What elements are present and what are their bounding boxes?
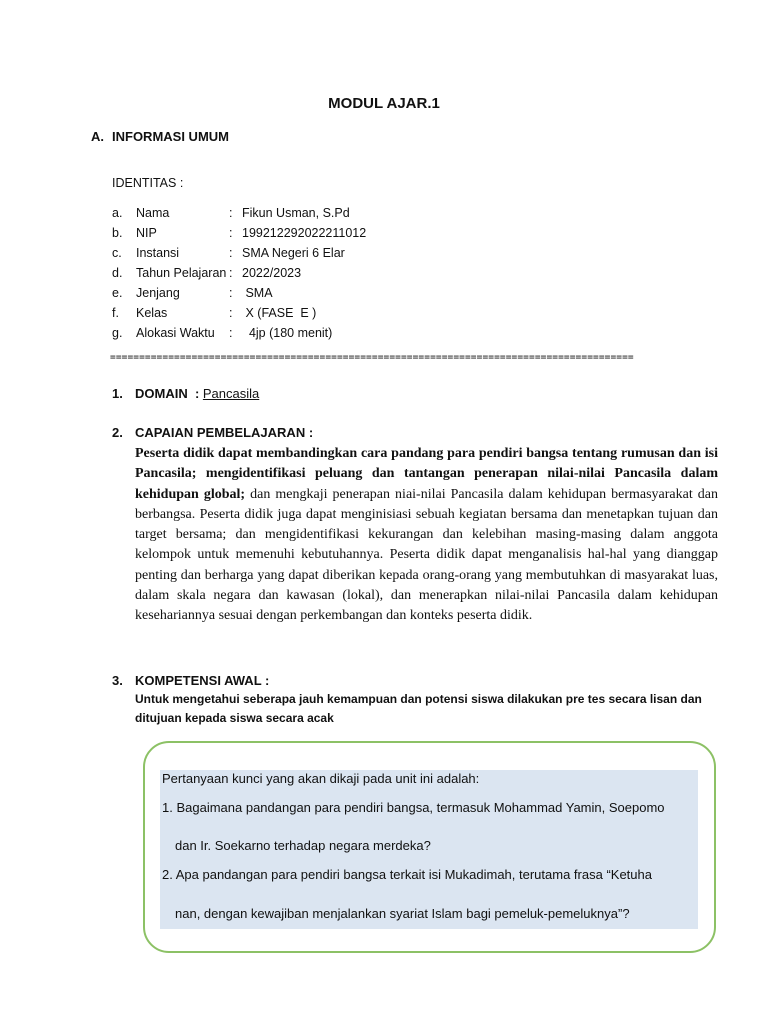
row-key: Instansi xyxy=(136,246,180,260)
domain-heading xyxy=(135,386,259,401)
row-value: 4jp (180 menit) xyxy=(242,326,333,340)
row-colon: : xyxy=(229,266,233,280)
question-1-line-1: 1. Bagaimana pandangan para pendiri bangsa, termasuk Mohammad Yamin, Soepomo xyxy=(162,800,665,815)
row-value: SMA Negeri 6 Elar xyxy=(242,246,345,260)
capaian-heading: CAPAIAN PEMBELAJARAN : xyxy=(135,425,314,440)
kompetensi-text: Untuk mengetahui seberapa jauh kemampuan dan potensi siswa dilakukan pre tes secara lisan dan ditujuan kepada siswa secara acak xyxy=(135,692,702,725)
identitas-heading: IDENTITAS : xyxy=(112,176,184,190)
capaian-paragraph xyxy=(135,444,718,627)
row-letter: f. xyxy=(112,306,119,320)
row-value: 199212292022211012 xyxy=(242,226,367,240)
row-key: Nama xyxy=(136,206,170,220)
row-colon: : xyxy=(229,226,233,240)
section-a-title: INFORMASI UMUM xyxy=(112,129,229,144)
row-letter: e. xyxy=(112,286,123,300)
kompetensi-number: 3. xyxy=(112,673,123,688)
row-value: SMA xyxy=(242,286,273,300)
row-value: Fikun Usman, S.Pd xyxy=(242,206,350,220)
question-2-line-1: 2. Apa pandangan para pendiri bangsa terkait isi Mukadimah, terutama frasa “Ketuha xyxy=(162,867,652,882)
row-colon: : xyxy=(229,306,233,320)
separator-line: ========================================================================================== xyxy=(110,352,634,363)
question-1-line-2: dan Ir. Soekarno terhadap negara merdeka? xyxy=(175,838,431,853)
row-key: Alokasi Waktu xyxy=(136,326,215,340)
capaian-number: 2. xyxy=(112,425,123,440)
question-2-line-2: nan, dengan kewajiban menjalankan syariat Islam bagi pemeluk-pemeluknya”? xyxy=(175,906,630,921)
row-colon: : xyxy=(229,246,233,260)
row-colon: : xyxy=(229,326,233,340)
row-colon: : xyxy=(229,206,233,220)
row-value: X (FASE E ) xyxy=(242,306,317,320)
row-letter: a. xyxy=(112,206,123,220)
row-letter: d. xyxy=(112,266,123,280)
page-title: MODUL AJAR.1 xyxy=(328,95,440,112)
row-key: Jenjang xyxy=(136,286,180,300)
row-letter: b. xyxy=(112,226,123,240)
capaian-bold-text: Peserta didik dapat membandingkan cara pandang para pendiri bangsa tentang rumusan dan isi Pancasila; mengidentifikasi peluang dan tantangan penerapan nilai-nilai Pancasila dalam kehidupan global; xyxy=(135,446,718,502)
row-key: Tahun Pelajaran xyxy=(136,266,227,280)
row-value: 2022/2023 xyxy=(242,266,302,280)
row-letter: g. xyxy=(112,326,123,340)
domain-value: Pancasila xyxy=(202,386,260,401)
section-a-letter: A. xyxy=(91,129,104,144)
row-letter: c. xyxy=(112,246,122,260)
row-key: Kelas xyxy=(136,306,168,320)
domain-label: DOMAIN : xyxy=(135,386,203,401)
row-colon: : xyxy=(229,286,233,300)
row-key: NIP xyxy=(136,226,157,240)
key-questions-intro: Pertanyaan kunci yang akan dikaji pada unit ini adalah: xyxy=(162,771,480,786)
capaian-regular-text: dan mengkaji penerapan niai-nilai Pancasila dalam kehidupan bermasyarakat dan berbangsa. Peserta didik juga dapat menginisiasi sebuah kegiatan bersama dan menetapkan tujuan dan target bersama; dan mengidentifikasi kekurangan dan kelebihan masing-masing dalam anggota kelompok untuk memenuhi kebutuhannya. Peserta didik dapat menganalisis hal-hal yang dianggap penting dan berharga yang dapat diberikan kepada orang-orang yang membutuhkan di masyarakat luas, dalam skala negara dan kawasan (lokal), dan menerapkan nilai-nilai Pancasila dalam kehidupan kesehariannya sesuai dengan perkembangan dan konteks peserta didik. xyxy=(135,486,718,624)
key-questions-panel xyxy=(160,770,698,929)
domain-number: 1. xyxy=(112,386,123,401)
kompetensi-heading: KOMPETENSI AWAL : xyxy=(135,673,270,688)
